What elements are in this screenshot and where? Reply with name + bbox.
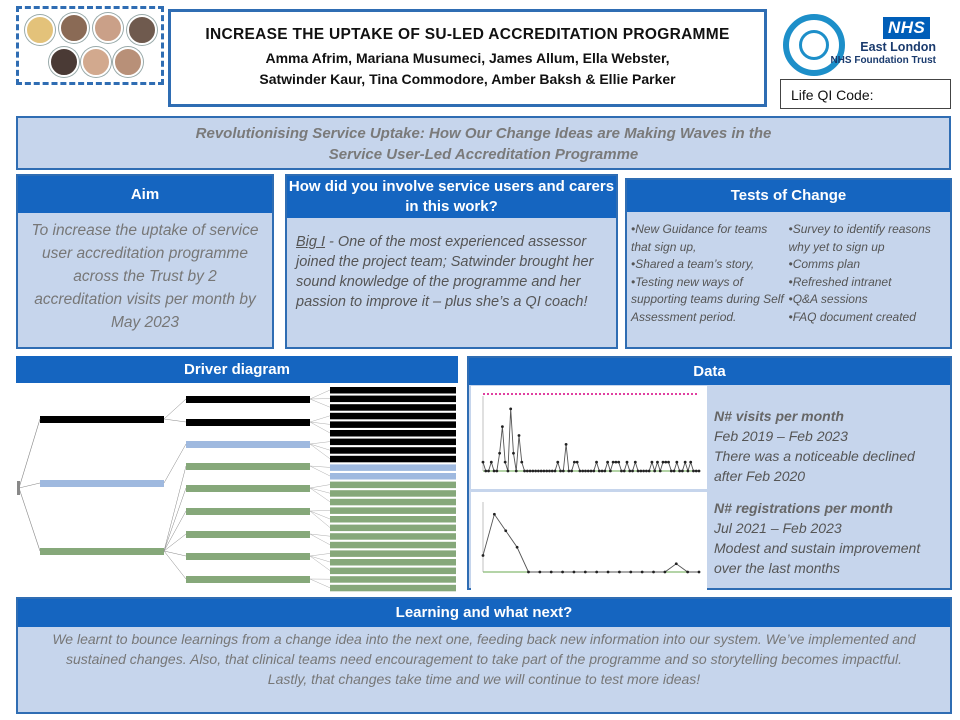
chart-point	[692, 470, 695, 473]
involvement-description: - One of the most experienced assessor joined the project team; Satwinder brought her sound knowledge of the programme and her passion to improve it – plus she’s a QI coach!	[296, 234, 594, 310]
driver-diagram	[16, 383, 458, 596]
connector-line	[310, 579, 330, 588]
chart-point	[482, 461, 485, 464]
chart-point	[592, 470, 595, 473]
change-idea-box	[330, 585, 456, 592]
connector-line	[310, 534, 330, 536]
connector-line	[310, 485, 330, 488]
connector-line	[310, 399, 330, 407]
chart-point	[641, 571, 644, 574]
chart-point	[537, 470, 540, 473]
change-idea-box	[330, 482, 456, 489]
data-panel	[467, 356, 952, 590]
chart-point	[562, 470, 565, 473]
change-idea-box	[330, 404, 456, 411]
list-item: •Q&A sessions	[788, 292, 868, 306]
chart-point	[612, 461, 615, 464]
visits-summary	[714, 406, 944, 486]
change-idea-box	[330, 568, 456, 575]
chart-point	[493, 513, 496, 516]
registrations-chart-svg	[471, 492, 707, 590]
chart-point	[576, 461, 579, 464]
chart-point	[634, 461, 637, 464]
chart-point	[617, 461, 620, 464]
subtitle-line-1: Revolutionising Service Uptake: How Our Change Ideas are Making Waves in the	[195, 125, 772, 142]
chart-point	[548, 470, 551, 473]
change-idea-box	[330, 490, 456, 497]
chart-point	[628, 470, 631, 473]
involvement-text	[287, 218, 616, 312]
data-heading: Data	[469, 358, 950, 385]
qi-code-field: Life QI Code:	[780, 79, 951, 109]
chart-point	[663, 571, 666, 574]
chart-point	[645, 470, 648, 473]
secondary-driver-box	[186, 485, 310, 492]
poster-title-box	[168, 9, 767, 107]
list-item: •New Guidance for teams that sign up,	[631, 222, 768, 254]
connector-line	[19, 483, 40, 488]
chart-point	[561, 571, 564, 574]
connector-line	[310, 466, 330, 476]
chart-point	[675, 461, 678, 464]
connector-line	[310, 511, 330, 528]
chart-point	[498, 452, 501, 455]
connector-line	[19, 488, 40, 551]
connector-line	[310, 510, 330, 511]
team-member-photo	[113, 47, 143, 77]
learning-panel	[16, 597, 952, 714]
team-member-photo	[93, 13, 123, 43]
connector-line	[164, 419, 186, 422]
change-idea-box	[330, 473, 456, 480]
driver-heading: Driver diagram	[16, 356, 458, 383]
connector-line	[310, 444, 330, 450]
chart-point	[531, 470, 534, 473]
chart-point	[670, 470, 673, 473]
connector-line	[310, 442, 330, 444]
chart-point	[642, 470, 645, 473]
chart-point	[601, 470, 604, 473]
chart-point	[590, 470, 593, 473]
chart-point	[648, 470, 651, 473]
connector-line	[310, 534, 330, 545]
chart-point	[581, 470, 584, 473]
chart-point	[620, 470, 623, 473]
secondary-driver-box	[186, 419, 310, 426]
connector-line	[310, 390, 330, 399]
team-member-photo	[49, 47, 79, 77]
registrations-range: Jul 2021 – Feb 2023	[714, 520, 842, 536]
chart-point	[606, 461, 609, 464]
chart-point	[518, 434, 521, 437]
chart-point	[678, 470, 681, 473]
driver-diagram-panel	[16, 356, 458, 596]
chart-point	[512, 452, 515, 455]
visits-range: Feb 2019 – Feb 2023	[714, 428, 848, 444]
tests-left-column	[631, 221, 789, 326]
list-item: •Survey to identify reasons why yet to sign up	[788, 222, 931, 254]
chart-point	[545, 470, 548, 473]
connector-line	[164, 511, 186, 551]
change-idea-box	[330, 439, 456, 446]
connector-line	[310, 511, 330, 519]
chart-point	[629, 571, 632, 574]
team-photo	[16, 6, 164, 85]
registrations-note: Modest and sustain improvement over the last months	[714, 540, 921, 576]
chart-point	[507, 470, 510, 473]
chart-point	[529, 470, 532, 473]
connector-line	[310, 556, 330, 562]
chart-point	[554, 470, 557, 473]
list-item: •Comms plan	[788, 257, 861, 271]
chart-point	[695, 470, 698, 473]
chart-point	[698, 470, 701, 473]
list-item: •Testing new ways of supporting teams during Self Assessment period.	[631, 274, 784, 324]
change-idea-box	[330, 464, 456, 471]
secondary-driver-box	[186, 441, 310, 448]
chart-point	[567, 470, 570, 473]
chart-point	[659, 470, 662, 473]
primary-driver-box	[40, 480, 164, 487]
chart-point	[543, 470, 546, 473]
connector-line	[164, 466, 186, 551]
list-item: •FAQ document created	[788, 309, 916, 324]
chart-point	[675, 562, 678, 565]
visits-chart-svg	[471, 386, 707, 489]
chart-point	[662, 461, 665, 464]
chart-point	[639, 470, 642, 473]
chart-point	[501, 425, 504, 428]
change-idea-box	[330, 499, 456, 506]
chart-point	[534, 470, 537, 473]
change-idea-box	[330, 396, 456, 403]
chart-point	[487, 470, 490, 473]
chart-point	[656, 461, 659, 464]
change-idea-box	[330, 576, 456, 583]
tests-heading: Tests of Change	[627, 180, 950, 212]
connector-line	[310, 488, 330, 493]
chart-point	[587, 470, 590, 473]
connector-line	[310, 416, 330, 422]
primary-driver-box	[40, 548, 164, 555]
chart-point	[595, 571, 598, 574]
connector-line	[164, 444, 186, 483]
connector-line	[310, 422, 330, 433]
poster-subtitle	[16, 116, 951, 170]
connector-line	[310, 466, 330, 467]
change-idea-box	[330, 516, 456, 523]
learning-closing: Lastly, that changes take time and we will continue to test more ideas!	[267, 671, 701, 687]
chart-point	[684, 461, 687, 464]
trust-subtitle: NHS Foundation Trust	[830, 55, 936, 66]
involvement-heading: How did you involve service users and carers in this work?	[287, 176, 616, 218]
chart-point	[515, 470, 518, 473]
chart-point	[573, 461, 576, 464]
chart-point	[686, 571, 689, 574]
connector-line	[310, 556, 330, 571]
secondary-driver-box	[186, 531, 310, 538]
authors-line-2: Satwinder Kaur, Tina Commodore, Amber Baksh & Ellie Parker	[259, 71, 676, 87]
chart-point	[681, 470, 684, 473]
change-idea-box	[330, 525, 456, 532]
chart-point	[565, 443, 568, 446]
secondary-driver-box	[186, 576, 310, 583]
change-idea-box	[330, 447, 456, 454]
connector-line	[164, 399, 186, 419]
registrations-title: N# registrations per month	[714, 500, 893, 516]
chart-point	[540, 470, 543, 473]
change-idea-box	[330, 421, 456, 428]
change-idea-box	[330, 413, 456, 420]
secondary-driver-box	[186, 508, 310, 515]
chart-point	[698, 571, 701, 574]
list-item: •Shared a team’s story,	[631, 257, 755, 271]
chart-point	[653, 470, 656, 473]
chart-point	[689, 461, 692, 464]
chart-point	[570, 470, 573, 473]
change-idea-box	[330, 430, 456, 437]
learning-paragraph: We learnt to bounce learnings from a change idea into the next one, feeding back new information into our system. We’ve implemented and sustained changes. Also, that clinical teams need encouragement to take part of the programme and so storytelling becomes impactful.	[52, 631, 916, 667]
chart-point	[550, 571, 553, 574]
chart-point	[527, 571, 530, 574]
team-member-photo	[81, 47, 111, 77]
chart-point	[504, 461, 507, 464]
chart-point	[637, 470, 640, 473]
chart-point	[573, 571, 576, 574]
change-idea-box	[330, 456, 456, 463]
chart-point	[652, 571, 655, 574]
chart-point	[484, 470, 487, 473]
registrations-summary	[714, 498, 949, 578]
chart-point	[526, 470, 529, 473]
chart-point	[631, 470, 634, 473]
chart-point	[493, 470, 496, 473]
learning-heading: Learning and what next?	[18, 599, 950, 627]
chart-point	[551, 470, 554, 473]
aim-marker	[17, 481, 20, 495]
chart-point	[509, 407, 512, 410]
team-member-photo	[127, 15, 157, 45]
connector-line	[19, 419, 40, 488]
chart-point	[556, 461, 559, 464]
aim-text: To increase the uptake of service user accreditation programme across the Trust by 2 accreditation visits per month by May 2023	[31, 222, 259, 331]
nhs-logo: NHS	[883, 17, 930, 39]
connector-line	[310, 553, 330, 556]
connector-line	[164, 488, 186, 551]
authors-line-1: Amma Afrim, Mariana Musumeci, James Allum, Ella Webster,	[265, 50, 670, 66]
secondary-driver-box	[186, 463, 310, 470]
chart-point	[584, 571, 587, 574]
primary-driver-box	[40, 416, 164, 423]
chart-point	[651, 461, 654, 464]
change-idea-box	[330, 550, 456, 557]
chart-point	[664, 461, 667, 464]
chart-point	[520, 461, 523, 464]
chart-point	[584, 470, 587, 473]
subtitle-line-2: Service User-Led Accreditation Programme	[328, 146, 639, 163]
chart-point	[523, 470, 526, 473]
trust-name: East London	[860, 40, 936, 54]
aim-heading: Aim	[18, 176, 272, 213]
chart-point	[607, 571, 610, 574]
change-idea-box	[330, 387, 456, 394]
chart-point	[667, 461, 670, 464]
chart-point	[504, 529, 507, 532]
list-item: •Refreshed intranet	[788, 274, 892, 289]
change-idea-box	[330, 533, 456, 540]
team-member-photo	[25, 15, 55, 45]
visits-run-chart	[471, 386, 707, 489]
chart-point	[490, 461, 493, 464]
chart-point	[626, 461, 629, 464]
poster-title: INCREASE THE UPTAKE OF SU-LED ACCREDITATION PROGRAMME	[205, 26, 730, 43]
chart-point	[615, 461, 618, 464]
chart-point	[538, 571, 541, 574]
chart-point	[623, 470, 626, 473]
chart-series-line	[483, 514, 699, 572]
visits-title: N# visits per month	[714, 408, 844, 424]
tests-right-column	[789, 221, 947, 326]
chart-point	[618, 571, 621, 574]
visits-note: There was a noticeable declined after Feb 2020	[714, 448, 915, 484]
change-idea-box	[330, 559, 456, 566]
connector-line	[310, 488, 330, 502]
secondary-driver-box	[186, 553, 310, 560]
chart-point	[598, 470, 601, 473]
involvement-panel	[285, 174, 618, 349]
chart-point	[687, 470, 690, 473]
team-member-photo	[59, 13, 89, 43]
chart-point	[482, 554, 485, 557]
chart-point	[609, 470, 612, 473]
chart-point	[595, 461, 598, 464]
secondary-driver-box	[186, 396, 310, 403]
aim-panel	[16, 174, 274, 349]
connector-line	[164, 534, 186, 551]
tests-of-change-panel	[625, 178, 952, 349]
chart-point	[495, 470, 498, 473]
connector-line	[310, 422, 330, 424]
chart-point	[579, 470, 582, 473]
registrations-run-chart	[471, 492, 707, 590]
chart-point	[559, 470, 562, 473]
change-idea-box	[330, 507, 456, 514]
connector-line	[310, 444, 330, 459]
big-i-label: Big I	[296, 234, 326, 250]
chart-point	[516, 546, 519, 549]
change-idea-box	[330, 542, 456, 549]
chart-point	[603, 470, 606, 473]
chart-point	[673, 470, 676, 473]
